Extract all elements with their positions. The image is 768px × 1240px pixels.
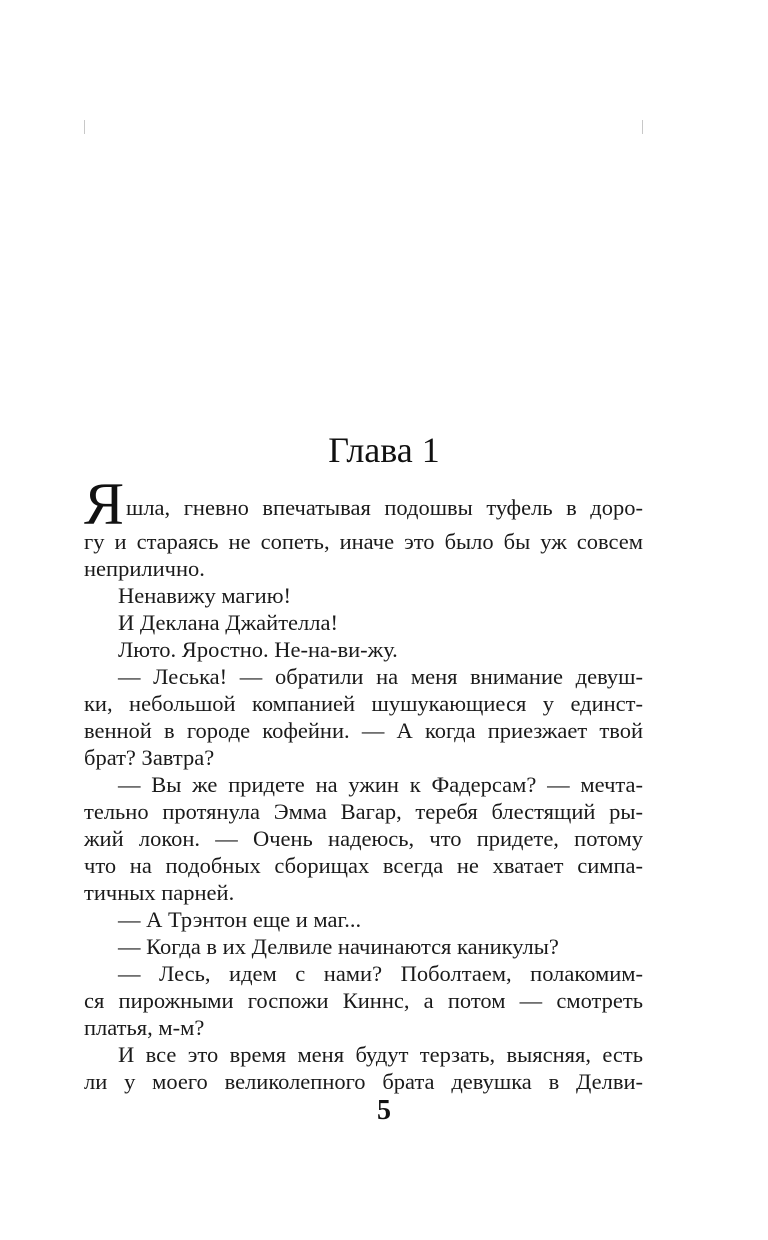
crop-mark-left	[84, 120, 85, 134]
text-line: шла, гневно впечатывая подошвы туфель в доро-	[126, 495, 643, 520]
text-line: Ненавижу магию!	[118, 583, 291, 608]
crop-mark-right	[642, 120, 643, 134]
text-lines	[84, 528, 643, 1095]
dropcap-letter: Я	[84, 471, 125, 537]
text-line: гу и стараясь не сопеть, иначе это было бы уж совсем	[84, 529, 643, 554]
text-line: И Деклана Джайтелла!	[118, 610, 338, 635]
text-line: тельно протянула Эмма Вагар, теребя блестящий ры-	[84, 799, 643, 824]
text-line: — А Трэнтон еще и маг...	[118, 907, 362, 932]
text-line: — Лесь, идем с нами? Поболтаем, полакомим-	[118, 961, 643, 986]
text-line: ли у моего великолепного брата девушка в Делви-	[84, 1069, 643, 1094]
chapter-title: Глава 1	[328, 430, 440, 470]
text-line: — Леська! — обратили на меня внимание девуш-	[118, 664, 643, 689]
text-line: ся пирожными госпожи Киннс, а потом — смотреть	[84, 988, 643, 1013]
text-line: что на подобных сборищах всегда не хватает симпа-	[84, 853, 643, 878]
text-line: ки, небольшой компанией шушукающиеся у единст-	[84, 691, 643, 716]
text-line: платья, м-м?	[84, 1015, 205, 1040]
text-line: И все это время меня будут терзать, выясняя, есть	[118, 1042, 643, 1067]
first-line	[84, 471, 643, 537]
text-line: венной в городе кофейни. — А когда приезжает твой	[84, 718, 643, 743]
text-line: брат? Завтра?	[84, 745, 215, 770]
text-line: тичных парней.	[84, 880, 235, 905]
text-line: Люто. Яростно. Не-на-ви-жу.	[118, 637, 398, 662]
text-line: жий локон. — Очень надеюсь, что придете, потому	[84, 826, 643, 851]
text-line: неприлично.	[84, 556, 205, 581]
page-number: 5	[377, 1095, 391, 1126]
text-line: — Вы же придете на ужин к Фадерсам? — мечта-	[118, 772, 643, 797]
body-text	[84, 471, 643, 1095]
text-line: — Когда в их Делвиле начинаются каникулы?	[118, 934, 559, 959]
